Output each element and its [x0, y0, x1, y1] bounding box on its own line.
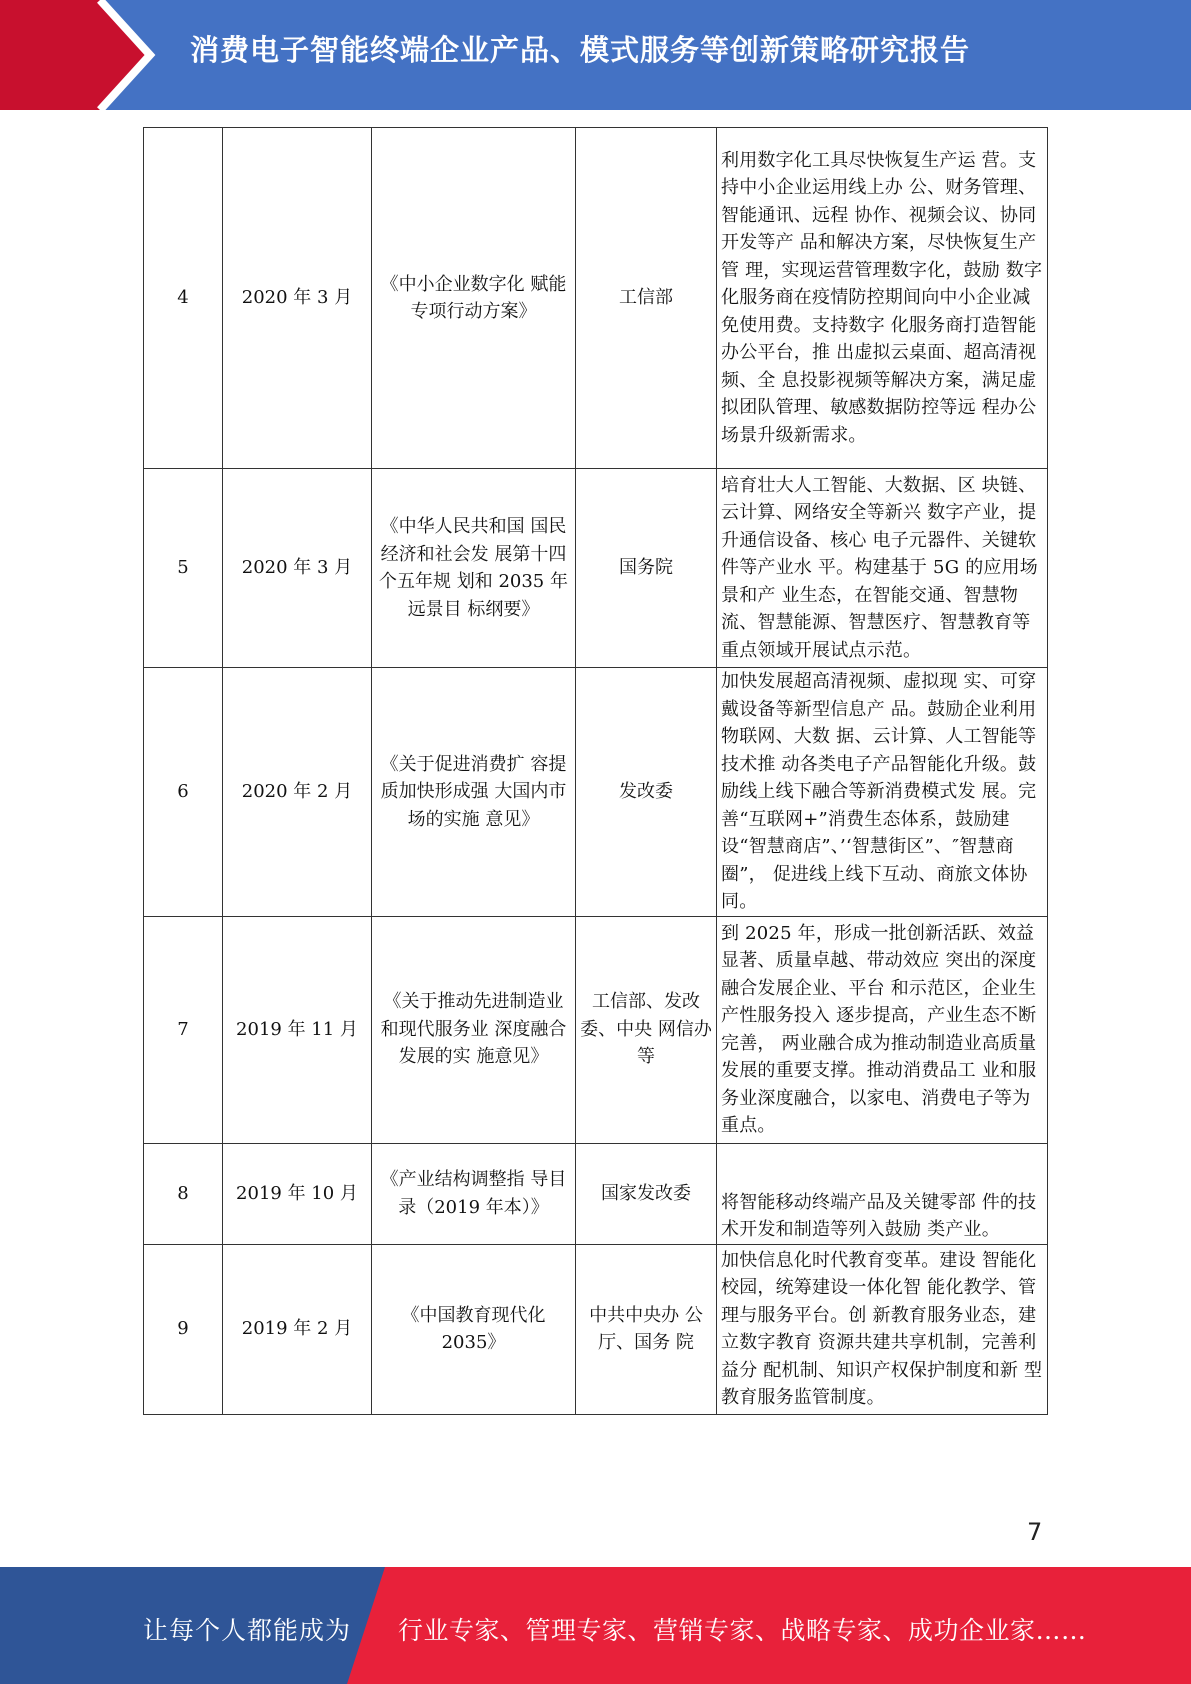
- page-footer: [0, 1567, 1191, 1684]
- policy-title: 《中华人民共和国 国民经济和社会发 展第十四个五年规 划和 2035 年远景目 标纲要》: [372, 469, 576, 668]
- report-title: 消费电子智能终端企业产品、模式服务等创新策略研究报告: [190, 33, 971, 67]
- policy-content: 加快信息化时代教育变革。建设 智能化校园，统筹建设一体化智 能化教学、管理与服务平台。创 新教育服务业态，建立数字教育 资源共建共享机制，完善利益分 配机制、知识产权保护制度和新 型教育服务监管制度。: [717, 1244, 1048, 1414]
- issuing-department: 发改委: [576, 668, 717, 917]
- issue-date: 2020 年 2 月: [223, 668, 372, 917]
- policy-content: 加快发展超高清视频、虚拟现 实、可穿戴设备等新型信息产 品。鼓励企业利用物联网、大数 据、云计算、人工智能等技术推 动各类电子产品智能化升级。鼓 励线上线下融合等新消费模式发 展。完善“互联网+”消费生态体系，鼓励建设“智慧商店”、’‘智慧街区”、″智慧商圈”， 促进线上线下互动、商旅文体协 同。: [717, 668, 1048, 917]
- table-row: [144, 916, 1048, 1143]
- row-number: 9: [144, 1244, 223, 1414]
- footer-slogan-left: 让每个人都能成为: [143, 1616, 352, 1645]
- table-row: [144, 469, 1048, 668]
- policy-title: 《关于推动先进制造业和现代服务业 深度融合发展的实 施意见》: [372, 916, 576, 1143]
- policy-title: 《产业结构调整指 导目录（2019 年本）》: [372, 1143, 576, 1244]
- issue-date: 2020 年 3 月: [223, 128, 372, 469]
- policy-content: 将智能移动终端产品及关键零部 件的技术开发和制造等列入鼓励 类产业。: [717, 1143, 1048, 1244]
- footer-slogan-right: 行业专家、管理专家、营销专家、战略专家、成功企业家……: [398, 1616, 1087, 1645]
- page-header: [0, 0, 1191, 110]
- policy-title: 《中小企业数字化 赋能专项行动方案》: [372, 128, 576, 469]
- issue-date: 2019 年 10 月: [223, 1143, 372, 1244]
- row-number: 4: [144, 128, 223, 469]
- policy-content: 培育壮大人工智能、大数据、区 块链、云计算、网络安全等新兴 数字产业，提升通信设备、核心 电子元器件、关键软件等产业水 平。构建基于 5G 的应用场景和产 业生态，在智能交通、智慧物 流、智慧能源、智慧医疗、智慧教育等重点领域开展试点示范。: [717, 469, 1048, 668]
- issue-date: 2020 年 3 月: [223, 469, 372, 668]
- issue-date: 2019 年 2 月: [223, 1244, 372, 1414]
- row-number: 5: [144, 469, 223, 668]
- policy-table: [143, 127, 1048, 1415]
- table-row: [144, 668, 1048, 917]
- red-arrow-shape: [0, 0, 150, 110]
- issuing-department: 工信部: [576, 128, 717, 469]
- policy-content: 利用数字化工具尽快恢复生产运 营。支持中小企业运用线上办 公、财务管理、智能通讯、远程 协作、视频会议、协同开发等产 品和解决方案，尽快恢复生产管 理，实现运营管理数字化，鼓励 数字化服务商在疫情防控期间向中小企业减免使用费。支持数字 化服务商打造智能办公平台，推 出虚拟云桌面、超高清视频、全 息投影视频等解决方案，满足虚 拟团队管理、敏感数据防控等远 程办公场景升级新需求。: [717, 128, 1048, 469]
- issuing-department: 工信部、发改委、中央 网信办等: [576, 916, 717, 1143]
- table-row: [144, 1244, 1048, 1414]
- row-number: 7: [144, 916, 223, 1143]
- issue-date: 2019 年 11 月: [223, 916, 372, 1143]
- row-number: 8: [144, 1143, 223, 1244]
- table-row: [144, 128, 1048, 469]
- issuing-department: 国家发改委: [576, 1143, 717, 1244]
- policy-title: 《关于促进消费扩 容提质加快形成强 大国内市场的实施 意见》: [372, 668, 576, 917]
- issuing-department: 中共中央办 公厅、国务 院: [576, 1244, 717, 1414]
- policy-title: 《中国教育现代化 2035》: [372, 1244, 576, 1414]
- issuing-department: 国务院: [576, 469, 717, 668]
- row-number: 6: [144, 668, 223, 917]
- table-row: [144, 1143, 1048, 1244]
- policy-content: 到 2025 年，形成一批创新活跃、效益显著、质量卓越、带动效应 突出的深度融合发展企业、平台 和示范区，企业生产性服务投入 逐步提高，产业生态不断完善， 两业融合成为推动制造业高质量 发展的重要支撑。推动消费品工 业和服务业深度融合，以家电、消费电子等为重点。: [717, 916, 1048, 1143]
- page-number: 7: [1027, 1518, 1043, 1546]
